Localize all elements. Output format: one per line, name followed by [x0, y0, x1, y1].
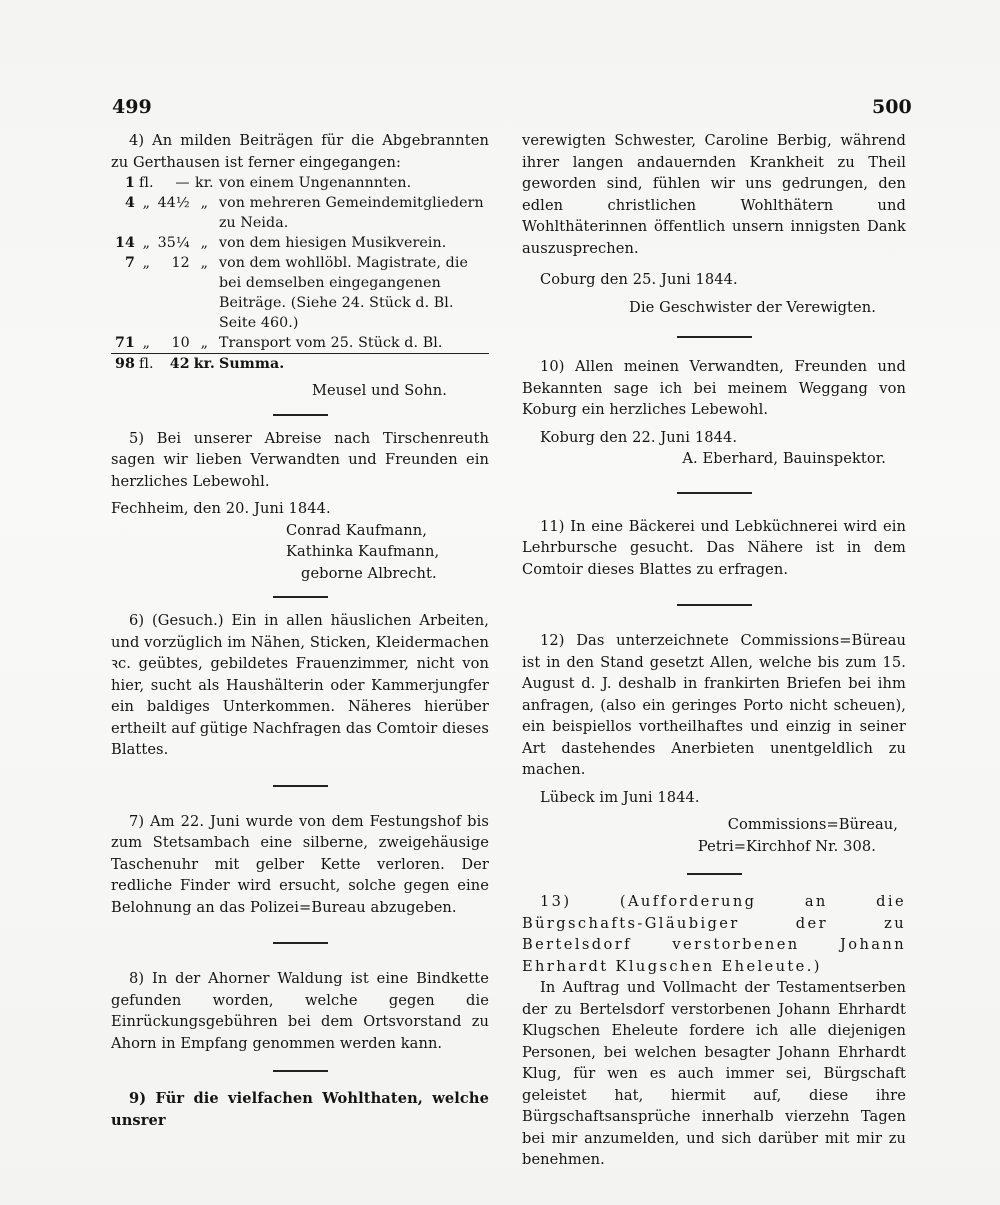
notice-13-text: In Auftrag und Vollmacht der Testamentserben der zu Bertelsdorf verstorbenen Johann Ehrhardt Klugschen Eheleute fordere ich alle diejenigen Personen, bei welchen besagter Johann Ehrhardt Klug, für wen es auch immer sei, Bürgschaft geleistet hat, hiermit auf, diese ihre Bürgschaftsansprüche innerhalb vierzehn Tagen bei mir anzumelden, und sich darüber mit mir zu benehmen. — [522, 979, 906, 1168]
separator-rule — [677, 336, 752, 338]
unit-fl: „ — [142, 195, 151, 211]
notice-13-heading: 13) (Aufforderung an die Bürgschafts-Gläubiger der zu Bertelsdorf verstorbenen Johann Ehrhardt Klugschen Eheleute.) — [522, 893, 906, 975]
separator-rule — [273, 942, 328, 944]
notice-4-intro: 4) An milden Beiträgen für die Abgebrannten zu Gerthausen ist ferner eingegangen: — [111, 132, 489, 171]
sum-kr: 42 — [156, 354, 192, 375]
unit-kr: „ — [200, 335, 209, 351]
unit-kr: kr. — [195, 175, 214, 191]
sum-fl: 98 — [111, 354, 137, 375]
amount-kr: 35¼ — [157, 235, 190, 251]
notice-5-signature-3: geborne Albrecht. — [301, 564, 437, 582]
separator-rule — [677, 492, 752, 494]
amount-kr: 10 — [171, 335, 190, 351]
notice-5-signature-2: Kathinka Kaufmann, — [286, 543, 440, 560]
notice-7 — [111, 811, 489, 919]
page-number-left: 499 — [112, 96, 152, 118]
unit-fl: „ — [142, 235, 151, 251]
notice-9-text: 9) Für die vielfachen Wohlthaten, welche unsrer — [111, 1090, 489, 1129]
sum-unit-kr: kr. — [192, 354, 217, 375]
notice-12-signature-1: Commissions=Büreau, — [727, 816, 898, 833]
notice-5-signature-1: Conrad Kaufmann, — [286, 521, 427, 539]
notice-8 — [111, 968, 489, 1054]
unit-fl: „ — [142, 255, 151, 271]
table-row — [111, 253, 489, 333]
sum-unit-fl: fl. — [137, 354, 156, 375]
notice-8-text: 8) In der Ahorner Waldung ist eine Bindkette gefunden worden, welche gegen die Einrückungsgebühren bei dem Ortsvorstand zu Ahorn in Empfang genommen werden kann. — [111, 970, 489, 1052]
table-row — [111, 193, 489, 233]
notice-9-signature: Die Geschwister der Verewigten. — [629, 298, 876, 316]
amount-fl: 4 — [125, 195, 135, 211]
notice-12-text: 12) Das unterzeichnete Commissions=Büreau ist in den Stand gesetzt Allen, welche bis zum 15. August d. J. deshalb in frankirten Briefen bei ihm anfragen, (also ein geringes Porto nicht scheuen), ein beispiellos vortheilhaftes und einzig in seiner Art dastehendes Anerbieten unentgeldlich zu machen. — [522, 632, 906, 778]
notice-12-place-date: Lübeck im Juni 1844. — [540, 788, 700, 806]
separator-rule — [273, 1070, 328, 1072]
notice-11 — [522, 516, 906, 581]
unit-fl: „ — [142, 335, 151, 351]
notice-5-place-date: Fechheim, den 20. Juni 1844. — [111, 500, 331, 517]
notice-13 — [522, 891, 906, 1171]
notice-12-signature-2: Petri=Kirchhof Nr. 308. — [697, 837, 876, 855]
amount-kr: 12 — [171, 255, 190, 271]
unit-fl: fl. — [139, 175, 154, 191]
donor-text: Transport vom 25. Stück d. Bl. — [218, 335, 443, 351]
notice-5 — [111, 428, 489, 585]
notice-10-text: 10) Allen meinen Verwandten, Freunden und Bekannten sage ich bei meinem Weggang von Koburg ein herzliches Lebewohl. — [522, 358, 906, 418]
notice-10 — [522, 356, 906, 470]
notice-6-text: 6) (Gesuch.) Ein in allen häuslichen Arbeiten, und vorzüglich im Nähen, Sticken, Kleidermachen ꝛc. geübtes, gebildetes Frauenzimmer, nicht von hier, sucht als Haushälterin oder Kammerjungfer ein baldiges Unterkommen. Näheres hierüber ertheilt auf gütige Nachfragen das Comtoir dieses Blattes. — [111, 612, 489, 758]
separator-rule — [273, 596, 328, 598]
donor-text: von dem hiesigen Musikverein. — [218, 235, 447, 251]
amount-fl: 71 — [115, 335, 135, 351]
page-number-right: 500 — [872, 96, 912, 118]
separator-rule — [273, 785, 328, 787]
unit-kr: „ — [200, 255, 209, 271]
unit-kr: „ — [200, 195, 209, 211]
separator-rule — [677, 604, 752, 606]
separator-rule — [273, 414, 328, 416]
notice-9-continued — [522, 130, 906, 318]
donation-table — [111, 173, 489, 374]
right-column — [522, 130, 906, 1171]
left-column — [111, 130, 489, 1131]
table-row — [111, 173, 489, 193]
donor-text: von einem Ungenannnten. — [218, 175, 412, 191]
table-row — [111, 233, 489, 253]
notice-10-place-date: Koburg den 22. Juni 1844. — [540, 428, 738, 446]
sum-label: Summa. — [217, 354, 489, 375]
unit-kr: „ — [200, 235, 209, 251]
notice-12 — [522, 630, 906, 857]
amount-fl: 1 — [125, 175, 135, 191]
amount-fl: 7 — [125, 255, 135, 271]
notice-9-continuation: verewigten Schwester, Caroline Berbig, während ihrer langen andauernden Krankheit zu Theil geworden sind, fühlen wir uns gedrungen, den edlen christlichen Wohlthätern und Wohlthäterinnen öffentlich unsern innigsten Dank auszusprechen. — [522, 132, 906, 257]
notice-10-signature: A. Eberhard, Bauinspektor. — [682, 450, 886, 467]
notice-6 — [111, 610, 489, 761]
notice-9-place-date: Coburg den 25. Juni 1844. — [540, 271, 738, 288]
notice-5-text: 5) Bei unserer Abreise nach Tirschenreuth sagen wir lieben Verwandten und Freunden ein herzliches Lebewohl. — [111, 429, 489, 490]
amount-kr: 44½ — [157, 195, 190, 211]
notice-9-start — [111, 1088, 489, 1131]
donor-text: von mehreren Gemeindemitgliedern zu Neida. — [218, 195, 484, 231]
donor-text: von dem wohllöbl. Magistrate, die bei demselben eingegangenen Beiträge. (Siehe 24. Stück d. Bl. Seite 460.) — [218, 255, 468, 331]
notice-11-text: 11) In eine Bäckerei und Lebküchnerei wird ein Lehrbursche gesucht. Das Nähere ist in dem Comtoir dieses Blattes zu erfragen. — [522, 517, 906, 578]
amount-kr: — — [175, 175, 190, 191]
notice-4 — [111, 130, 489, 402]
amount-fl: 14 — [115, 235, 135, 251]
separator-rule — [687, 873, 742, 875]
sum-row — [111, 354, 489, 375]
table-row — [111, 333, 489, 354]
notice-7-text: 7) Am 22. Juni wurde von dem Festungshof bis zum Stetsambach eine silberne, zweigehäusige Taschenuhr mit gelber Kette verloren. Der redliche Finder wird ersucht, solche gegen eine Belohnung an das Polizei=Bureau abzugeben. — [111, 812, 489, 916]
notice-4-signature: Meusel und Sohn. — [311, 382, 447, 399]
